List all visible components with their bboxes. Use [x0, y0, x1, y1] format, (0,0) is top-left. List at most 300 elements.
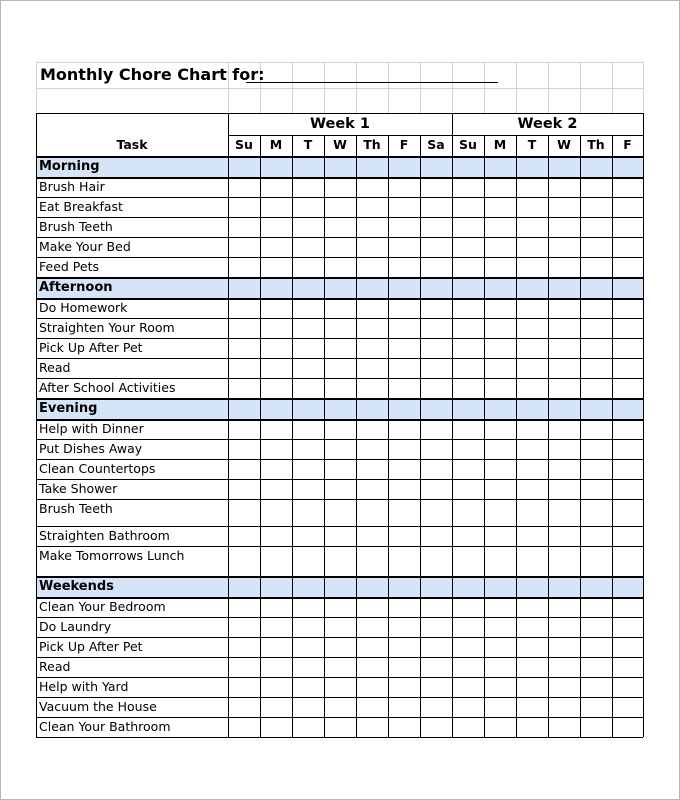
checkbox-cell[interactable]	[580, 257, 612, 277]
checkbox-cell[interactable]	[292, 298, 324, 318]
checkbox-cell[interactable]	[580, 657, 612, 677]
checkbox-cell[interactable]	[612, 237, 643, 257]
checkbox-cell[interactable]	[324, 617, 356, 637]
checkbox-cell[interactable]	[292, 597, 324, 617]
checkbox-cell[interactable]	[420, 338, 452, 358]
checkbox-cell[interactable]	[516, 546, 548, 566]
checkbox-cell[interactable]	[548, 257, 580, 277]
checkbox-cell[interactable]	[580, 617, 612, 637]
checkbox-cell[interactable]	[452, 697, 484, 717]
checkbox-cell[interactable]	[292, 546, 324, 566]
checkbox-cell[interactable]	[292, 459, 324, 479]
checkbox-cell[interactable]	[452, 459, 484, 479]
checkbox-cell[interactable]	[548, 358, 580, 378]
checkbox-cell[interactable]	[420, 479, 452, 499]
checkbox-cell[interactable]	[580, 597, 612, 617]
checkbox-cell[interactable]	[324, 338, 356, 358]
checkbox-cell[interactable]	[324, 217, 356, 237]
checkbox-cell[interactable]	[420, 439, 452, 459]
checkbox-cell[interactable]	[388, 459, 420, 479]
checkbox-cell[interactable]	[356, 419, 388, 439]
checkbox-cell[interactable]	[484, 419, 516, 439]
checkbox-cell[interactable]	[324, 657, 356, 677]
checkbox-cell[interactable]	[388, 378, 420, 398]
checkbox-cell[interactable]	[548, 439, 580, 459]
checkbox-cell[interactable]	[548, 459, 580, 479]
checkbox-cell[interactable]	[356, 546, 388, 566]
checkbox-cell[interactable]	[548, 237, 580, 257]
checkbox-cell[interactable]	[548, 637, 580, 657]
checkbox-cell[interactable]	[292, 419, 324, 439]
checkbox-cell[interactable]	[228, 419, 260, 439]
checkbox-cell[interactable]	[612, 358, 643, 378]
checkbox-cell[interactable]	[356, 439, 388, 459]
checkbox-cell[interactable]	[324, 697, 356, 717]
checkbox-cell[interactable]	[324, 177, 356, 197]
checkbox-cell[interactable]	[580, 677, 612, 697]
checkbox-cell[interactable]	[452, 217, 484, 237]
checkbox-cell[interactable]	[388, 318, 420, 338]
checkbox-cell[interactable]	[452, 378, 484, 398]
checkbox-cell[interactable]	[548, 177, 580, 197]
checkbox-cell[interactable]	[228, 546, 260, 566]
checkbox-cell[interactable]	[548, 419, 580, 439]
checkbox-cell[interactable]	[292, 338, 324, 358]
checkbox-cell[interactable]	[420, 177, 452, 197]
checkbox-cell[interactable]	[324, 677, 356, 697]
checkbox-cell[interactable]	[356, 597, 388, 617]
checkbox-cell[interactable]	[388, 637, 420, 657]
checkbox-cell[interactable]	[356, 177, 388, 197]
name-blank-line[interactable]	[246, 82, 498, 83]
checkbox-cell[interactable]	[260, 526, 292, 546]
checkbox-cell[interactable]	[484, 338, 516, 358]
checkbox-cell[interactable]	[484, 657, 516, 677]
checkbox-cell[interactable]	[516, 459, 548, 479]
checkbox-cell[interactable]	[292, 177, 324, 197]
checkbox-cell[interactable]	[452, 177, 484, 197]
checkbox-cell[interactable]	[292, 378, 324, 398]
checkbox-cell[interactable]	[484, 257, 516, 277]
checkbox-cell[interactable]	[580, 439, 612, 459]
checkbox-cell[interactable]	[612, 479, 643, 499]
checkbox-cell[interactable]	[516, 318, 548, 338]
checkbox-cell[interactable]	[452, 439, 484, 459]
checkbox-cell[interactable]	[452, 338, 484, 358]
checkbox-cell[interactable]	[260, 358, 292, 378]
checkbox-cell[interactable]	[260, 197, 292, 217]
checkbox-cell[interactable]	[228, 298, 260, 318]
checkbox-cell[interactable]	[484, 197, 516, 217]
checkbox-cell[interactable]	[260, 546, 292, 566]
checkbox-cell[interactable]	[356, 237, 388, 257]
checkbox-cell[interactable]	[228, 617, 260, 637]
checkbox-cell[interactable]	[420, 197, 452, 217]
checkbox-cell[interactable]	[292, 677, 324, 697]
checkbox-cell[interactable]	[420, 298, 452, 318]
checkbox-cell[interactable]	[548, 697, 580, 717]
checkbox-cell[interactable]	[516, 298, 548, 318]
checkbox-cell[interactable]	[548, 597, 580, 617]
checkbox-cell[interactable]	[356, 217, 388, 237]
checkbox-cell[interactable]	[516, 717, 548, 737]
checkbox-cell[interactable]	[580, 526, 612, 546]
checkbox-cell[interactable]	[612, 657, 643, 677]
checkbox-cell[interactable]	[260, 657, 292, 677]
checkbox-cell[interactable]	[612, 378, 643, 398]
checkbox-cell[interactable]	[260, 697, 292, 717]
checkbox-cell[interactable]	[260, 338, 292, 358]
checkbox-cell[interactable]	[356, 378, 388, 398]
checkbox-cell[interactable]	[548, 197, 580, 217]
checkbox-cell[interactable]	[356, 697, 388, 717]
checkbox-cell[interactable]	[292, 637, 324, 657]
checkbox-cell[interactable]	[324, 378, 356, 398]
checkbox-cell[interactable]	[228, 197, 260, 217]
checkbox-cell[interactable]	[452, 358, 484, 378]
checkbox-cell[interactable]	[612, 217, 643, 237]
checkbox-cell[interactable]	[260, 677, 292, 697]
checkbox-cell[interactable]	[260, 419, 292, 439]
checkbox-cell[interactable]	[612, 459, 643, 479]
checkbox-cell[interactable]	[228, 479, 260, 499]
checkbox-cell[interactable]	[516, 197, 548, 217]
checkbox-cell[interactable]	[580, 419, 612, 439]
checkbox-cell[interactable]	[452, 617, 484, 637]
checkbox-cell[interactable]	[516, 526, 548, 546]
checkbox-cell[interactable]	[388, 298, 420, 318]
checkbox-cell[interactable]	[228, 459, 260, 479]
checkbox-cell[interactable]	[516, 338, 548, 358]
checkbox-cell[interactable]	[356, 358, 388, 378]
checkbox-cell[interactable]	[260, 257, 292, 277]
checkbox-cell[interactable]	[452, 546, 484, 566]
checkbox-cell[interactable]	[324, 546, 356, 566]
checkbox-cell[interactable]	[548, 378, 580, 398]
checkbox-cell[interactable]	[516, 657, 548, 677]
checkbox-cell[interactable]	[260, 597, 292, 617]
checkbox-cell[interactable]	[580, 459, 612, 479]
checkbox-cell[interactable]	[484, 378, 516, 398]
checkbox-cell[interactable]	[388, 419, 420, 439]
checkbox-cell[interactable]	[228, 338, 260, 358]
checkbox-cell[interactable]	[388, 479, 420, 499]
checkbox-cell[interactable]	[484, 546, 516, 566]
checkbox-cell[interactable]	[452, 479, 484, 499]
checkbox-cell[interactable]	[612, 526, 643, 546]
checkbox-cell[interactable]	[388, 597, 420, 617]
checkbox-cell[interactable]	[356, 197, 388, 217]
checkbox-cell[interactable]	[420, 499, 452, 519]
checkbox-cell[interactable]	[548, 499, 580, 519]
checkbox-cell[interactable]	[324, 257, 356, 277]
checkbox-cell[interactable]	[612, 419, 643, 439]
checkbox-cell[interactable]	[388, 197, 420, 217]
checkbox-cell[interactable]	[420, 358, 452, 378]
checkbox-cell[interactable]	[484, 439, 516, 459]
checkbox-cell[interactable]	[612, 546, 643, 566]
checkbox-cell[interactable]	[324, 637, 356, 657]
checkbox-cell[interactable]	[548, 217, 580, 237]
checkbox-cell[interactable]	[260, 717, 292, 737]
checkbox-cell[interactable]	[228, 217, 260, 237]
checkbox-cell[interactable]	[580, 217, 612, 237]
checkbox-cell[interactable]	[388, 546, 420, 566]
checkbox-cell[interactable]	[260, 499, 292, 519]
checkbox-cell[interactable]	[324, 717, 356, 737]
checkbox-cell[interactable]	[356, 717, 388, 737]
checkbox-cell[interactable]	[548, 657, 580, 677]
checkbox-cell[interactable]	[388, 257, 420, 277]
checkbox-cell[interactable]	[292, 358, 324, 378]
checkbox-cell[interactable]	[292, 717, 324, 737]
checkbox-cell[interactable]	[260, 459, 292, 479]
checkbox-cell[interactable]	[484, 499, 516, 519]
checkbox-cell[interactable]	[260, 378, 292, 398]
checkbox-cell[interactable]	[548, 298, 580, 318]
checkbox-cell[interactable]	[420, 697, 452, 717]
checkbox-cell[interactable]	[484, 177, 516, 197]
checkbox-cell[interactable]	[612, 499, 643, 519]
checkbox-cell[interactable]	[356, 257, 388, 277]
checkbox-cell[interactable]	[548, 717, 580, 737]
checkbox-cell[interactable]	[580, 546, 612, 566]
checkbox-cell[interactable]	[356, 499, 388, 519]
checkbox-cell[interactable]	[420, 657, 452, 677]
checkbox-cell[interactable]	[292, 237, 324, 257]
checkbox-cell[interactable]	[324, 526, 356, 546]
checkbox-cell[interactable]	[452, 298, 484, 318]
checkbox-cell[interactable]	[420, 717, 452, 737]
checkbox-cell[interactable]	[260, 637, 292, 657]
checkbox-cell[interactable]	[612, 338, 643, 358]
checkbox-cell[interactable]	[420, 237, 452, 257]
checkbox-cell[interactable]	[484, 298, 516, 318]
checkbox-cell[interactable]	[612, 257, 643, 277]
checkbox-cell[interactable]	[516, 499, 548, 519]
checkbox-cell[interactable]	[292, 479, 324, 499]
checkbox-cell[interactable]	[388, 237, 420, 257]
checkbox-cell[interactable]	[228, 237, 260, 257]
checkbox-cell[interactable]	[516, 637, 548, 657]
checkbox-cell[interactable]	[516, 237, 548, 257]
checkbox-cell[interactable]	[612, 677, 643, 697]
checkbox-cell[interactable]	[420, 597, 452, 617]
checkbox-cell[interactable]	[516, 697, 548, 717]
checkbox-cell[interactable]	[420, 217, 452, 237]
checkbox-cell[interactable]	[420, 257, 452, 277]
checkbox-cell[interactable]	[228, 439, 260, 459]
checkbox-cell[interactable]	[452, 257, 484, 277]
checkbox-cell[interactable]	[228, 177, 260, 197]
checkbox-cell[interactable]	[388, 617, 420, 637]
checkbox-cell[interactable]	[420, 378, 452, 398]
checkbox-cell[interactable]	[484, 617, 516, 637]
checkbox-cell[interactable]	[388, 499, 420, 519]
checkbox-cell[interactable]	[388, 717, 420, 737]
checkbox-cell[interactable]	[452, 237, 484, 257]
checkbox-cell[interactable]	[612, 637, 643, 657]
checkbox-cell[interactable]	[260, 298, 292, 318]
checkbox-cell[interactable]	[228, 657, 260, 677]
checkbox-cell[interactable]	[260, 439, 292, 459]
checkbox-cell[interactable]	[484, 717, 516, 737]
checkbox-cell[interactable]	[324, 597, 356, 617]
checkbox-cell[interactable]	[580, 237, 612, 257]
checkbox-cell[interactable]	[516, 617, 548, 637]
checkbox-cell[interactable]	[516, 358, 548, 378]
checkbox-cell[interactable]	[484, 637, 516, 657]
checkbox-cell[interactable]	[452, 499, 484, 519]
checkbox-cell[interactable]	[548, 526, 580, 546]
checkbox-cell[interactable]	[292, 439, 324, 459]
checkbox-cell[interactable]	[388, 177, 420, 197]
checkbox-cell[interactable]	[612, 597, 643, 617]
checkbox-cell[interactable]	[228, 378, 260, 398]
checkbox-cell[interactable]	[484, 677, 516, 697]
checkbox-cell[interactable]	[612, 298, 643, 318]
checkbox-cell[interactable]	[356, 459, 388, 479]
checkbox-cell[interactable]	[548, 318, 580, 338]
checkbox-cell[interactable]	[292, 657, 324, 677]
checkbox-cell[interactable]	[516, 217, 548, 237]
checkbox-cell[interactable]	[420, 318, 452, 338]
checkbox-cell[interactable]	[548, 546, 580, 566]
checkbox-cell[interactable]	[388, 677, 420, 697]
checkbox-cell[interactable]	[548, 479, 580, 499]
checkbox-cell[interactable]	[452, 657, 484, 677]
checkbox-cell[interactable]	[260, 479, 292, 499]
checkbox-cell[interactable]	[324, 459, 356, 479]
checkbox-cell[interactable]	[580, 358, 612, 378]
checkbox-cell[interactable]	[292, 318, 324, 338]
checkbox-cell[interactable]	[516, 677, 548, 697]
checkbox-cell[interactable]	[580, 637, 612, 657]
checkbox-cell[interactable]	[516, 419, 548, 439]
checkbox-cell[interactable]	[324, 237, 356, 257]
checkbox-cell[interactable]	[452, 419, 484, 439]
checkbox-cell[interactable]	[612, 617, 643, 637]
checkbox-cell[interactable]	[356, 338, 388, 358]
checkbox-cell[interactable]	[388, 338, 420, 358]
checkbox-cell[interactable]	[484, 697, 516, 717]
checkbox-cell[interactable]	[452, 637, 484, 657]
checkbox-cell[interactable]	[580, 197, 612, 217]
checkbox-cell[interactable]	[420, 419, 452, 439]
checkbox-cell[interactable]	[516, 479, 548, 499]
checkbox-cell[interactable]	[228, 526, 260, 546]
checkbox-cell[interactable]	[228, 637, 260, 657]
checkbox-cell[interactable]	[292, 617, 324, 637]
checkbox-cell[interactable]	[516, 378, 548, 398]
checkbox-cell[interactable]	[292, 499, 324, 519]
checkbox-cell[interactable]	[356, 526, 388, 546]
checkbox-cell[interactable]	[228, 677, 260, 697]
checkbox-cell[interactable]	[228, 318, 260, 338]
checkbox-cell[interactable]	[420, 677, 452, 697]
checkbox-cell[interactable]	[228, 717, 260, 737]
checkbox-cell[interactable]	[612, 318, 643, 338]
checkbox-cell[interactable]	[612, 177, 643, 197]
checkbox-cell[interactable]	[260, 217, 292, 237]
checkbox-cell[interactable]	[612, 439, 643, 459]
checkbox-cell[interactable]	[324, 439, 356, 459]
checkbox-cell[interactable]	[484, 479, 516, 499]
checkbox-cell[interactable]	[420, 546, 452, 566]
checkbox-cell[interactable]	[356, 637, 388, 657]
checkbox-cell[interactable]	[452, 318, 484, 338]
checkbox-cell[interactable]	[580, 338, 612, 358]
checkbox-cell[interactable]	[420, 459, 452, 479]
checkbox-cell[interactable]	[516, 177, 548, 197]
checkbox-cell[interactable]	[452, 717, 484, 737]
checkbox-cell[interactable]	[580, 318, 612, 338]
checkbox-cell[interactable]	[228, 697, 260, 717]
checkbox-cell[interactable]	[452, 677, 484, 697]
checkbox-cell[interactable]	[388, 697, 420, 717]
checkbox-cell[interactable]	[388, 657, 420, 677]
checkbox-cell[interactable]	[292, 197, 324, 217]
checkbox-cell[interactable]	[612, 697, 643, 717]
checkbox-cell[interactable]	[260, 318, 292, 338]
checkbox-cell[interactable]	[356, 677, 388, 697]
checkbox-cell[interactable]	[356, 298, 388, 318]
checkbox-cell[interactable]	[292, 257, 324, 277]
checkbox-cell[interactable]	[260, 177, 292, 197]
checkbox-cell[interactable]	[420, 526, 452, 546]
checkbox-cell[interactable]	[484, 526, 516, 546]
checkbox-cell[interactable]	[324, 419, 356, 439]
checkbox-cell[interactable]	[292, 697, 324, 717]
checkbox-cell[interactable]	[356, 617, 388, 637]
checkbox-cell[interactable]	[260, 617, 292, 637]
checkbox-cell[interactable]	[484, 217, 516, 237]
checkbox-cell[interactable]	[580, 378, 612, 398]
checkbox-cell[interactable]	[484, 358, 516, 378]
checkbox-cell[interactable]	[484, 318, 516, 338]
checkbox-cell[interactable]	[228, 257, 260, 277]
checkbox-cell[interactable]	[484, 597, 516, 617]
checkbox-cell[interactable]	[228, 597, 260, 617]
checkbox-cell[interactable]	[548, 617, 580, 637]
checkbox-cell[interactable]	[388, 439, 420, 459]
checkbox-cell[interactable]	[580, 697, 612, 717]
checkbox-cell[interactable]	[356, 318, 388, 338]
checkbox-cell[interactable]	[548, 677, 580, 697]
checkbox-cell[interactable]	[228, 499, 260, 519]
checkbox-cell[interactable]	[580, 499, 612, 519]
checkbox-cell[interactable]	[388, 217, 420, 237]
checkbox-cell[interactable]	[324, 298, 356, 318]
checkbox-cell[interactable]	[580, 479, 612, 499]
checkbox-cell[interactable]	[580, 177, 612, 197]
checkbox-cell[interactable]	[484, 459, 516, 479]
checkbox-cell[interactable]	[260, 237, 292, 257]
checkbox-cell[interactable]	[324, 358, 356, 378]
checkbox-cell[interactable]	[292, 217, 324, 237]
checkbox-cell[interactable]	[580, 717, 612, 737]
checkbox-cell[interactable]	[516, 439, 548, 459]
checkbox-cell[interactable]	[452, 597, 484, 617]
checkbox-cell[interactable]	[292, 526, 324, 546]
checkbox-cell[interactable]	[324, 499, 356, 519]
checkbox-cell[interactable]	[420, 637, 452, 657]
checkbox-cell[interactable]	[388, 526, 420, 546]
checkbox-cell[interactable]	[356, 479, 388, 499]
checkbox-cell[interactable]	[324, 479, 356, 499]
checkbox-cell[interactable]	[388, 358, 420, 378]
checkbox-cell[interactable]	[516, 257, 548, 277]
